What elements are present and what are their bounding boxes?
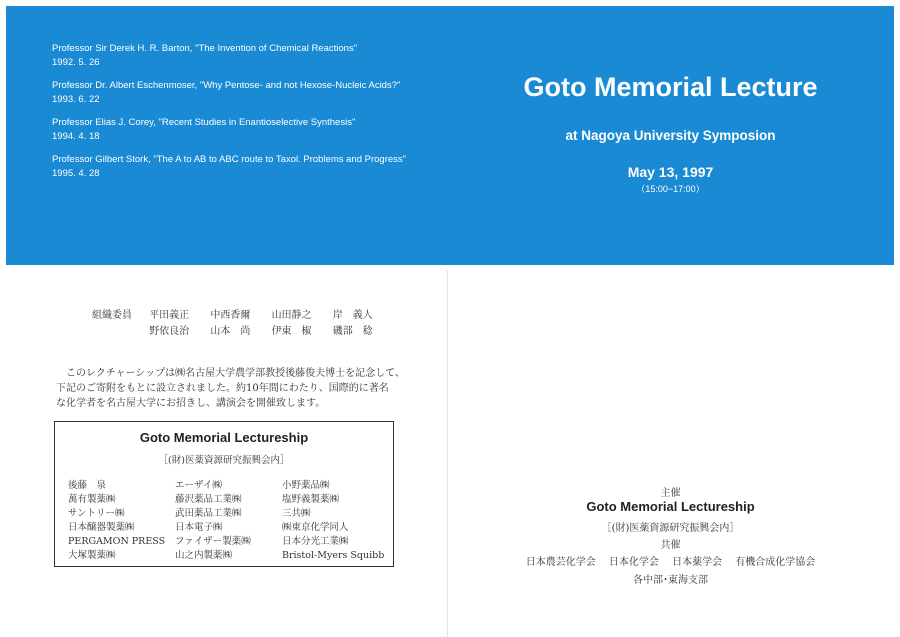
committee-member: 中西香爾 (210, 310, 251, 321)
sponsor-name: ファイザー製薬㈱ (175, 536, 251, 547)
organizing-committee (92, 306, 391, 338)
sponsor-name: 後藤 泉 (68, 480, 107, 491)
cover-date: May 13, 1997 (627, 164, 714, 180)
sponsor-name: 三共㈱ (282, 508, 311, 519)
sponsor-name: Bristol-Myers Squibb (282, 550, 385, 561)
intro-paragraph (56, 366, 416, 411)
lecture-item (52, 116, 442, 144)
cover-time: （15:00−17:00） (636, 184, 705, 194)
lecture-date: 1993. 6. 22 (52, 94, 100, 105)
committee-member: 山本 尚 (210, 326, 251, 337)
lecture-title: Professor Elias J. Corey, "Recent Studies in Enantioselective Synthesis" (52, 117, 356, 128)
sponsor-name: 日本電子㈱ (175, 522, 223, 533)
co-host-societies: 日本農芸化学会 日本化学会 日本薬学会 有機合成化学協会 (525, 557, 816, 568)
committee-member: 岸 義人 (332, 310, 373, 321)
committee-member: 磯部 稔 (332, 326, 373, 337)
box-title: Goto Memorial Lectureship (139, 430, 309, 445)
sponsor-name: 小野薬品㈱ (282, 480, 330, 491)
past-lectures-list (52, 42, 442, 190)
lecture-date: 1992. 5. 26 (52, 57, 100, 68)
lecture-item (52, 79, 442, 107)
sponsor-name: 塩野義製薬㈱ (282, 494, 340, 505)
sponsor-row (68, 547, 388, 561)
sponsor-name: 武田薬品工業㈱ (175, 508, 242, 519)
sponsor-row (68, 533, 388, 547)
co-host-branches: 各中部･東海支部 (633, 575, 708, 586)
sponsor-name: 大塚製薬㈱ (68, 550, 116, 561)
lecture-title: Professor Gilbert Stork, "The A to AB to ABC route to Taxol. Problems and Progress" (52, 154, 407, 165)
sponsor-list (68, 477, 388, 561)
sponsor-name: 萬有製薬㈱ (68, 494, 116, 505)
intro-line: このレクチャーシップは㈱名古屋大学農学部教授後藤俊夫博士を記念して、 (56, 368, 405, 379)
sponsor-name: 藤沢薬品工業㈱ (175, 494, 242, 505)
sponsor-name: サントリー㈱ (68, 508, 125, 519)
committee-row (92, 322, 391, 338)
sponsor-row (68, 505, 388, 519)
intro-line: 下記のご寄附をもとに設立されました。約10年間にわたり、国際的に著名 (56, 383, 389, 394)
sponsor-name: 山之内製薬㈱ (175, 550, 233, 561)
sponsor-row (68, 491, 388, 505)
organizer-block (447, 484, 894, 587)
host-subtitle: ［(財)医薬資源研究振興会内］ (601, 523, 740, 534)
lecture-title: Professor Sir Derek H. R. Barton, "The Invention of Chemical Reactions" (52, 43, 358, 54)
lecture-item (52, 42, 442, 70)
intro-line: な化学者を名古屋大学にお招きし、講演会を開催致します。 (56, 398, 326, 409)
co-host-label: 共催 (660, 540, 681, 551)
committee-member: 平田義正 (149, 310, 190, 321)
committee-member: 伊東 椒 (271, 326, 312, 337)
sponsor-name: 日本分光工業㈱ (282, 536, 349, 547)
lecture-item (52, 153, 442, 181)
sponsor-name: ㈱東京化学同人 (282, 522, 349, 533)
sponsor-name: PERGAMON PRESS (68, 536, 166, 547)
sponsor-row (68, 477, 388, 491)
host-label: 主催 (660, 488, 681, 499)
host-name: Goto Memorial Lectureship (586, 499, 755, 514)
lecture-date: 1995. 4. 28 (52, 168, 100, 179)
sponsor-name: エーザイ㈱ (175, 480, 222, 491)
cover-title: Goto Memorial Lecture (523, 72, 818, 102)
sponsor-name: 日本醸器製薬㈱ (68, 522, 135, 533)
cover-subtitle: at Nagoya University Symposion (565, 128, 776, 143)
lecture-date: 1994. 4. 18 (52, 131, 100, 142)
sponsor-row (68, 519, 388, 533)
committee-label: 組織委員 (92, 310, 132, 321)
lecture-title: Professor Dr. Albert Eschenmoser, "Why Pentose- and not Hexose-Nucleic Acids?" (52, 80, 401, 91)
box-subtitle: ［(財)医薬資源研究振興会内］ (158, 455, 290, 466)
committee-row (92, 306, 391, 322)
lectureship-box (54, 421, 394, 567)
committee-member: 山田静之 (271, 310, 312, 321)
committee-member: 野依良治 (149, 326, 190, 337)
